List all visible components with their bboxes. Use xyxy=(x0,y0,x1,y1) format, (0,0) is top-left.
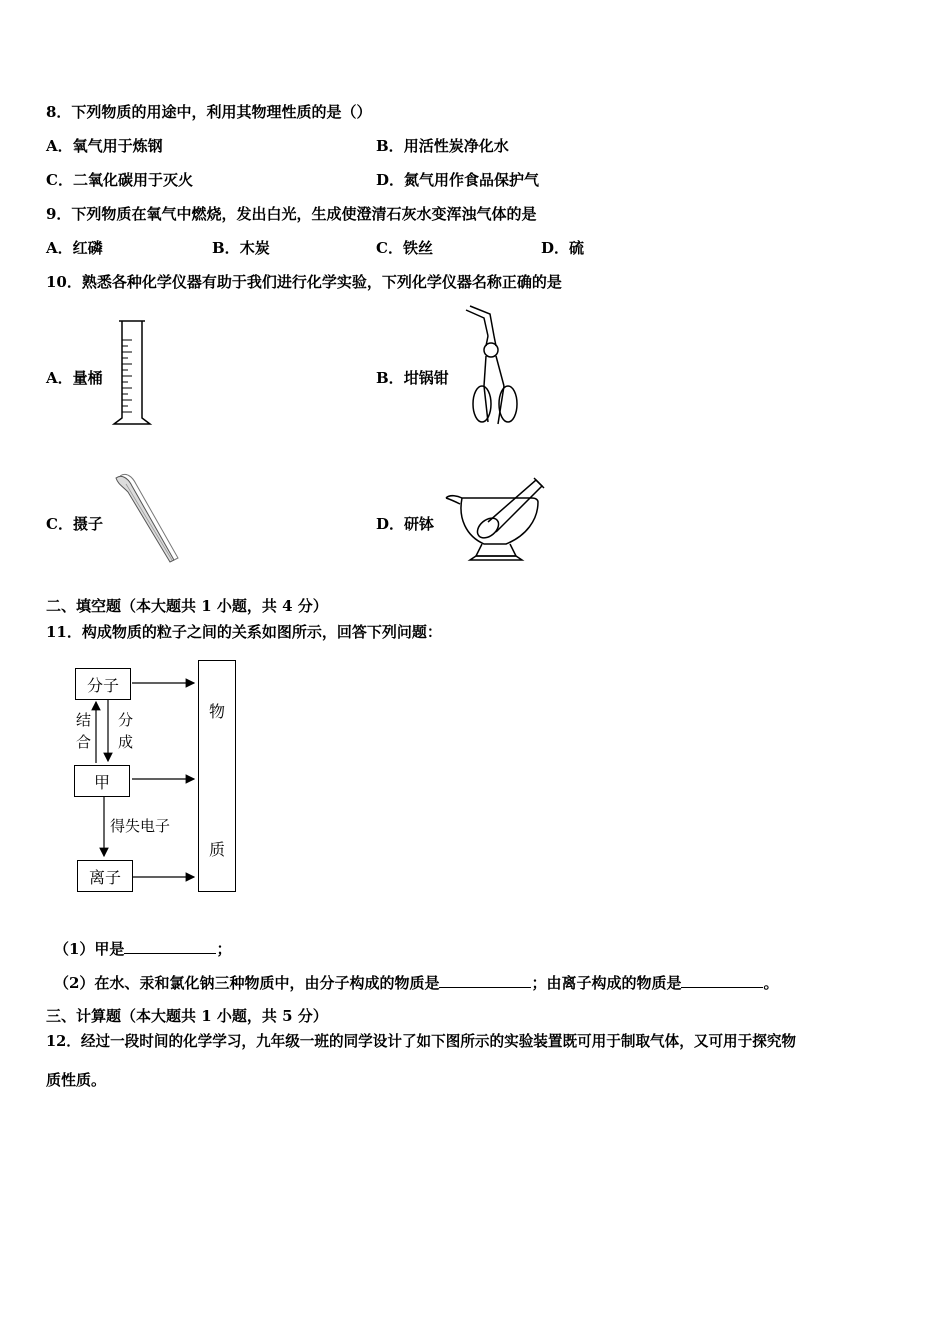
q9-option-c xyxy=(376,238,433,258)
q9-option-d xyxy=(541,238,584,258)
answer-blank-1[interactable] xyxy=(124,938,216,954)
electron-label: 得失电子 xyxy=(110,817,171,835)
q10-option-c xyxy=(46,514,103,534)
option-text: 用活性炭净化水 xyxy=(403,137,509,155)
split-char-1: 分 xyxy=(118,711,134,729)
combine-char-2: 合 xyxy=(76,733,92,751)
option-text: 氮气用作食品保护气 xyxy=(404,171,540,189)
option-text: 二氧化碳用于灭火 xyxy=(72,171,193,189)
sub1-end: ； xyxy=(216,940,232,958)
option-label: A． xyxy=(46,137,73,155)
q10-stem: 10．熟悉各种化学仪器有助于我们进行化学实验，下列化学仪器名称正确的是 xyxy=(46,273,562,291)
option-label: B． xyxy=(212,239,240,257)
crucible-tongs-icon xyxy=(458,304,538,434)
q9-stem: 9．下列物质在氧气中燃烧，发出白光，生成使澄清石灰水变浑浊气体的是 xyxy=(46,205,537,223)
mortar-pestle-icon xyxy=(444,472,548,566)
graduated-cylinder-icon xyxy=(108,318,156,428)
matter-char-2: 质 xyxy=(208,840,225,859)
answer-blank-3[interactable] xyxy=(681,972,763,988)
option-text: 铁丝 xyxy=(402,239,433,257)
q11-sub2 xyxy=(54,972,778,993)
answer-blank-2[interactable] xyxy=(439,972,531,988)
option-text: 量桶 xyxy=(72,369,103,387)
matter-char-1: 物 xyxy=(208,702,225,721)
sub2-end: 。 xyxy=(763,974,779,992)
split-char-2: 成 xyxy=(118,733,134,751)
option-text: 坩锅钳 xyxy=(403,369,449,387)
option-text: 摄子 xyxy=(72,515,103,533)
option-text: 研钵 xyxy=(404,515,435,533)
q8-option-d xyxy=(376,170,539,190)
q9-option-a xyxy=(46,238,103,258)
q10-option-d xyxy=(376,514,434,534)
split-label xyxy=(118,709,133,753)
q11-sub1 xyxy=(54,938,231,959)
q10-option-a xyxy=(46,368,103,388)
option-text: 氧气用于炼钢 xyxy=(72,137,163,155)
option-label: D． xyxy=(376,515,405,533)
option-label: C． xyxy=(46,515,73,533)
option-label: A． xyxy=(46,239,73,257)
q11-stem: 11．构成物质的粒子之间的关系如图所示，回答下列问题： xyxy=(46,623,442,641)
option-label: B． xyxy=(376,137,404,155)
q12-line-1: 12．经过一段时间的化学学习，九年级一班的同学设计了如下图所示的实验装置既可用于制取气体，又可用于探究物 xyxy=(46,1033,797,1050)
sub2-text: （2）在水、汞和氯化钠三种物质中，由分子构成的物质是 xyxy=(54,974,440,992)
section-2-title: 二、填空题（本大题共 1 小题，共 4 分） xyxy=(46,597,328,615)
q8-option-c xyxy=(46,170,193,190)
q9-option-b xyxy=(212,238,270,258)
option-label: D． xyxy=(541,239,570,257)
q8-option-b xyxy=(376,136,509,156)
option-text: 硫 xyxy=(569,239,585,257)
ion-box: 离子 xyxy=(77,860,133,892)
q12-line-2: 质性质。 xyxy=(46,1071,107,1089)
section-3-title: 三、计算题（本大题共 1 小题，共 5 分） xyxy=(46,1007,328,1025)
option-label: B． xyxy=(376,369,404,387)
sub1-text: （1）甲是 xyxy=(54,940,125,958)
q8-option-a xyxy=(46,136,163,156)
particle-relationship-diagram xyxy=(60,655,260,900)
q10-option-b xyxy=(376,368,449,388)
option-label: C． xyxy=(376,239,403,257)
sub2-mid: ；由离子构成的物质是 xyxy=(531,974,682,992)
matter-box xyxy=(198,660,236,892)
q8-stem: 8．下列物质的用途中，利用其物理性质的是（） xyxy=(46,103,372,121)
option-text: 木炭 xyxy=(239,239,270,257)
option-label: C． xyxy=(46,171,73,189)
molecule-box: 分子 xyxy=(75,668,131,700)
jia-box: 甲 xyxy=(74,765,130,797)
combine-label xyxy=(76,709,91,753)
option-label: A． xyxy=(46,369,73,387)
option-text: 红磷 xyxy=(72,239,103,257)
option-label: D． xyxy=(376,171,405,189)
tweezers-icon xyxy=(112,472,182,566)
combine-char-1: 结 xyxy=(76,711,92,729)
